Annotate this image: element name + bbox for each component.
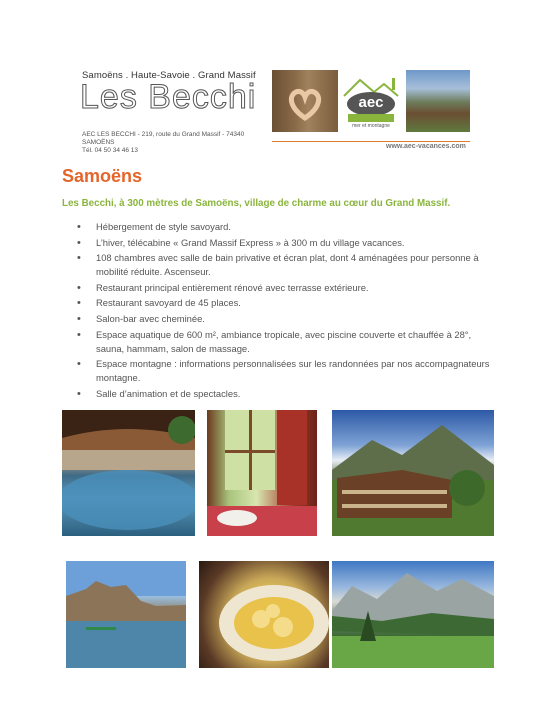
heart-hands-icon <box>272 70 338 132</box>
page-subtitle: Les Becchi, à 300 mètres de Samoëns, village de charme au cœur du Grand Massif. <box>62 198 451 209</box>
bullet-dot-icon: • <box>77 387 81 400</box>
features-list <box>62 220 492 402</box>
list-item: • Salon-bar avec cheminée. <box>77 312 205 325</box>
header-photo-chalet <box>406 70 470 132</box>
list-item: • Salle d’animation et de spectacles. <box>77 387 241 400</box>
photo-indoor-pool <box>62 410 195 536</box>
list-item: • Hébergement de style savoyard. <box>77 221 231 233</box>
photo-chalet-mountains <box>332 410 494 536</box>
bullet-dot-icon: • <box>77 236 81 249</box>
bullet-dot-icon: • <box>77 221 81 233</box>
photo-raclette-dish <box>199 561 329 668</box>
bullet-dot-icon: • <box>77 328 81 341</box>
header-address-block <box>82 131 262 155</box>
list-item: • Restaurant savoyard de 45 places. <box>77 297 241 310</box>
list-item: • Espace montagne : informations personnalisées sur les randonnées par nos accompagnateurs montagne. <box>77 358 490 384</box>
list-item: • 108 chambres avec salle de bain privative et écran plat, dont 4 aménagées pour personne à mobilité réduite. Ascenseur. <box>77 252 479 278</box>
header-url[interactable]: www.aec-vacances.com <box>386 143 466 150</box>
header-location: Samoëns . Haute-Savoie . Grand Massif <box>82 70 256 81</box>
photo-lake-village <box>66 561 186 668</box>
photo-window-table <box>207 410 317 536</box>
chalet-illustration <box>332 410 494 536</box>
pool-illustration <box>62 410 195 536</box>
lake-illustration <box>66 561 186 668</box>
bullet-dot-icon: • <box>77 252 81 265</box>
logo-tagline: mer et montagne <box>352 123 390 129</box>
bullet-dot-icon: • <box>77 312 81 325</box>
header-phone: Tél. 04 50 34 46 13 <box>82 147 139 154</box>
header-address: AEC LES BECCHI - 219, route du Grand Massif - 74340 SAMOËNS <box>82 131 245 146</box>
bullet-dot-icon: • <box>77 358 81 371</box>
dish-illustration <box>199 561 329 668</box>
window-illustration <box>207 410 317 536</box>
list-item: • Espace aquatique de 600 m², ambiance tropicale, avec piscine couverte et chauffée à 28°, sauna, hammam, salon de massage. <box>77 328 472 354</box>
header-divider <box>272 141 470 142</box>
header-photo-tree-heart <box>272 70 338 132</box>
bullet-dot-icon: • <box>77 281 81 294</box>
list-item: • L’hiver, télécabine « Grand Massif Express » à 300 m du village vacances. <box>77 236 405 249</box>
bullet-dot-icon: • <box>77 297 81 310</box>
valley-illustration <box>332 561 494 668</box>
logo-name: aec <box>358 94 384 111</box>
aec-logo <box>338 70 404 132</box>
list-item: • Restaurant principal entièrement rénové avec terrasse extérieure. <box>77 281 369 294</box>
brand-name: Les Becchi <box>80 78 257 116</box>
page-title: Samoëns <box>62 166 143 186</box>
photo-alpine-valley <box>332 561 494 668</box>
